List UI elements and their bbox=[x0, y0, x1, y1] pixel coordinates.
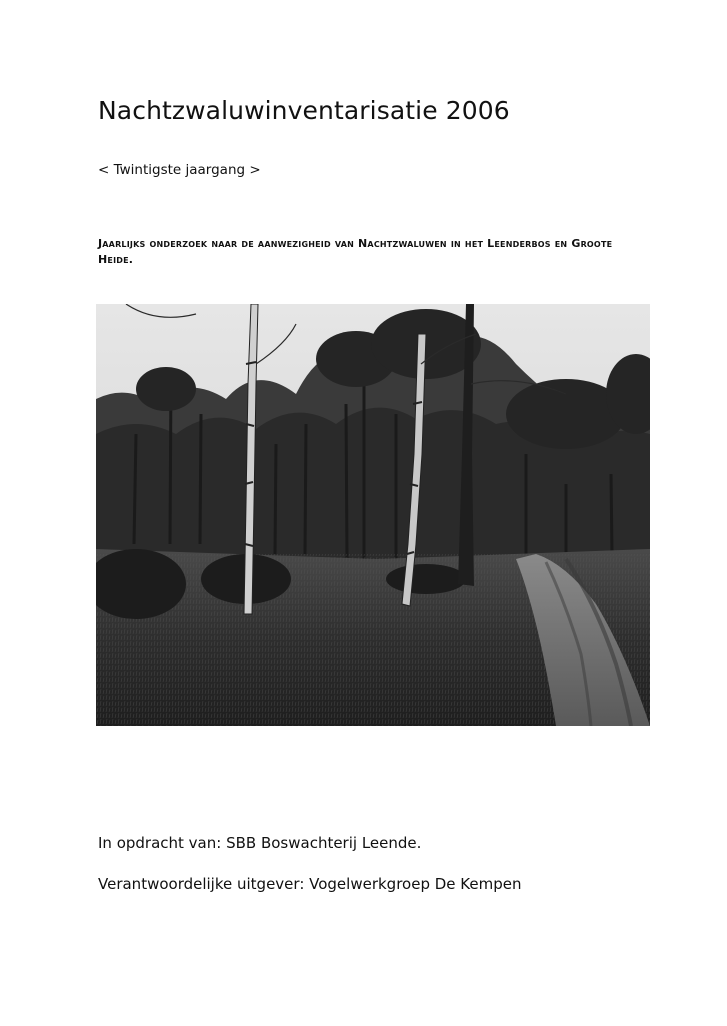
document-heading: Jaarlijks onderzoek naar de aanwezigheid van Nachtzwaluwen in het Leenderbos en Groote Heide. bbox=[98, 237, 613, 266]
forest-photo bbox=[96, 304, 650, 726]
document-subtitle: < Twintigste jaargang > bbox=[98, 162, 261, 178]
publisher-line: Verantwoordelijke uitgever: Vogelwerkgroep De Kempen bbox=[98, 875, 522, 893]
client-line: In opdracht van: SBB Boswachterij Leende. bbox=[98, 834, 422, 852]
document-title: Nachtzwaluwinventarisatie 2006 bbox=[98, 96, 510, 125]
